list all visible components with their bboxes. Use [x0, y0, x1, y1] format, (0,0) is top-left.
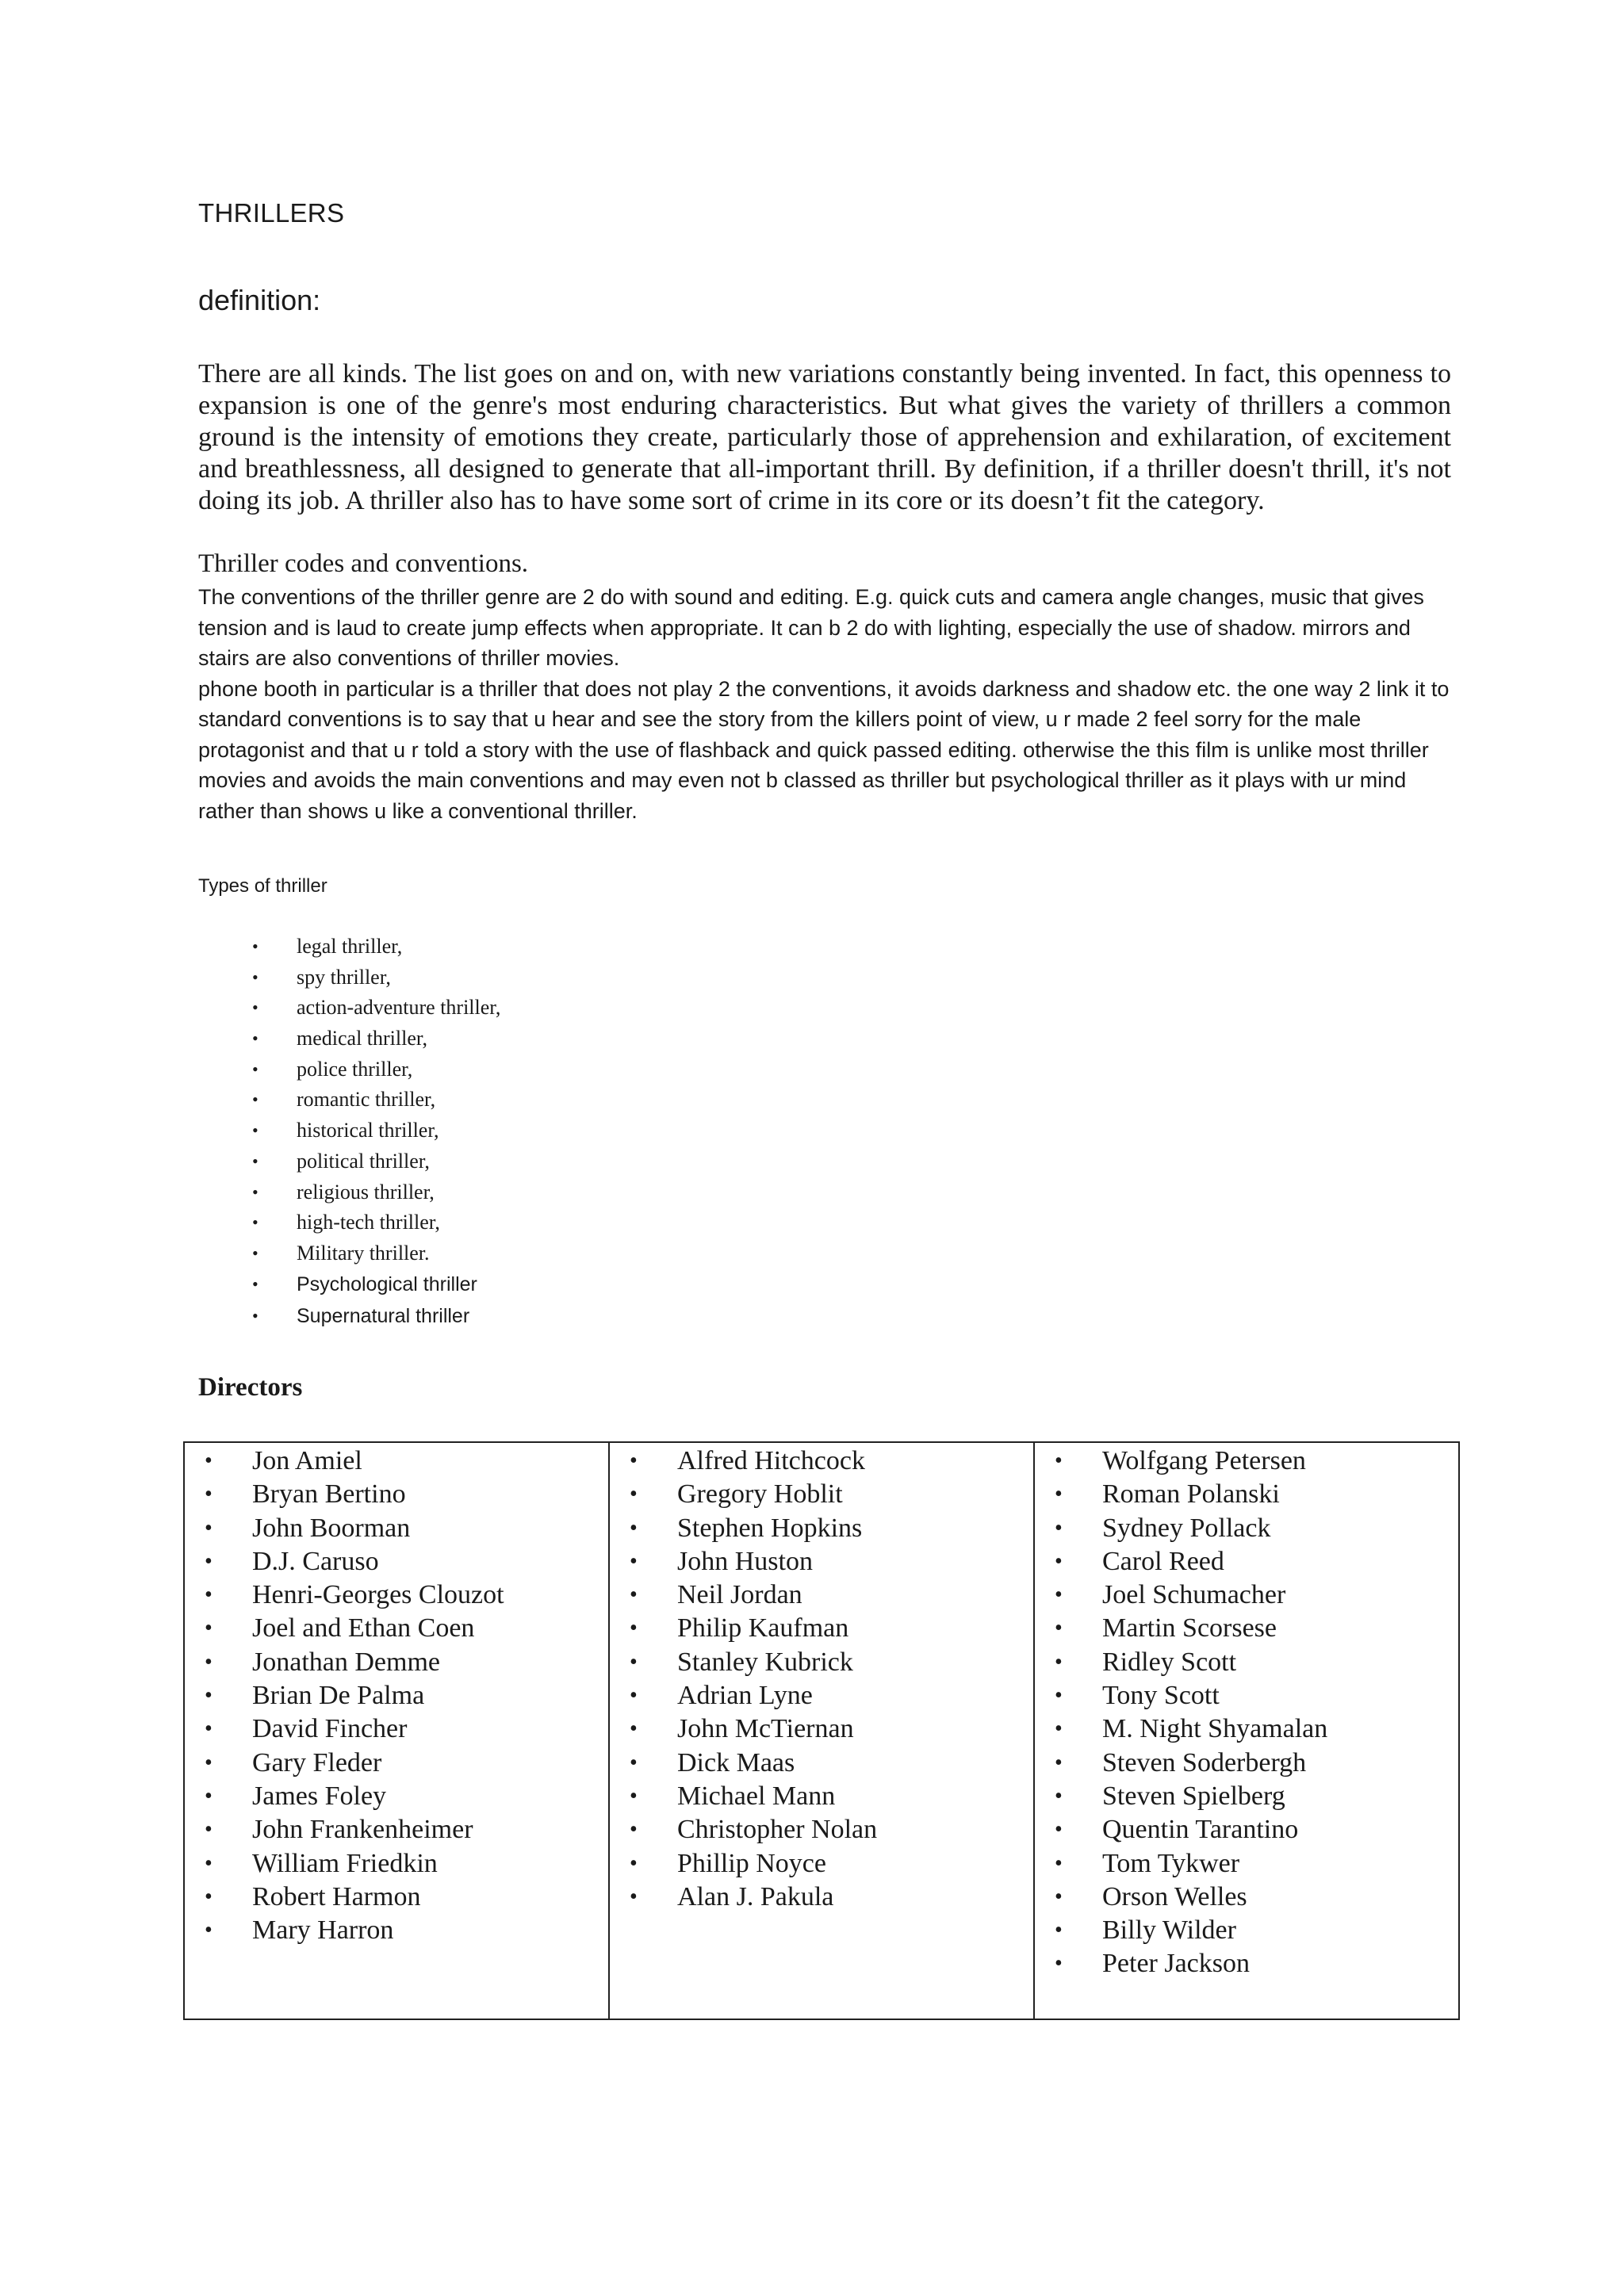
thriller-type-label: legal thriller, — [297, 935, 403, 958]
director-name: John McTiernan — [677, 1714, 854, 1744]
director-name: Christopher Nolan — [677, 1815, 878, 1845]
director-name: John Boorman — [252, 1513, 411, 1543]
director-name: Jon Amiel — [252, 1446, 362, 1475]
directors-list — [185, 1443, 608, 1947]
director-name: M. Night Shyamalan — [1102, 1714, 1328, 1744]
director-item — [610, 1545, 1033, 1578]
director-item — [1035, 1881, 1458, 1914]
director-item — [1035, 1847, 1458, 1881]
director-name: Steven Spielberg — [1102, 1781, 1285, 1811]
thriller-type-item — [198, 1207, 500, 1238]
bullet-icon: • — [630, 1750, 638, 1775]
director-name: John Huston — [677, 1546, 813, 1576]
director-item — [610, 1612, 1033, 1645]
director-item — [185, 1712, 608, 1746]
directors-table — [183, 1441, 1460, 2020]
bullet-icon: • — [1055, 1716, 1063, 1742]
bullet-icon: • — [205, 1649, 213, 1674]
codes-conventions-body — [198, 582, 1451, 826]
thriller-type-label: high-tech thriller, — [297, 1211, 440, 1234]
bullet-icon: • — [630, 1817, 638, 1843]
director-item — [1035, 1947, 1458, 1980]
director-name: Joel and Ethan Coen — [252, 1613, 475, 1644]
thriller-type-item — [198, 1269, 500, 1300]
thriller-type-label: Psychological thriller — [297, 1272, 477, 1295]
bullet-icon: • — [1055, 1817, 1063, 1843]
director-item — [610, 1646, 1033, 1679]
director-name: Gary Fleder — [252, 1747, 382, 1777]
definition-paragraph: There are all kinds. The list goes on and on, with new variations constantly being invented. In fact, this openness to expansion is one of the genre's most enduring characteristics. But what gives the variety of thrillers a common ground is the intensity of emotions they create, particularly those of apprehension and exhilaration, of excitement and breathlessness, all designed to generate that all-important thrill. By definition, if a thriller doesn't thrill, it's not doing its job. A thriller also has to have some sort of crime in its core or its doesn’t fit the category. — [198, 359, 1451, 515]
director-item — [1035, 1512, 1458, 1545]
bullet-icon: • — [630, 1448, 638, 1473]
bullet-icon: • — [252, 997, 259, 1018]
director-item — [610, 1512, 1033, 1545]
thriller-types-list — [198, 932, 500, 1332]
director-name: Steven Soderbergh — [1102, 1747, 1307, 1777]
director-name: Jonathan Demme — [252, 1647, 440, 1677]
director-item — [610, 1478, 1033, 1511]
director-item — [610, 1679, 1033, 1712]
director-item — [185, 1847, 608, 1881]
definition-heading: definition: — [198, 284, 321, 316]
director-name: Mary Harron — [252, 1915, 394, 1946]
types-of-thriller-heading: Types of thriller — [198, 875, 327, 897]
director-name: Phillip Noyce — [677, 1848, 826, 1878]
bullet-icon: • — [205, 1616, 213, 1641]
bullet-icon: • — [252, 1181, 259, 1202]
director-item — [610, 1578, 1033, 1612]
thriller-type-label: action-adventure thriller, — [297, 996, 501, 1020]
director-name: Joel Schumacher — [1102, 1580, 1286, 1610]
bullet-icon: • — [630, 1482, 638, 1507]
bullet-icon: • — [252, 1089, 259, 1110]
director-item — [1035, 1747, 1458, 1780]
director-name: Carol Reed — [1102, 1546, 1224, 1576]
bullet-icon: • — [1055, 1515, 1063, 1540]
thriller-type-label: political thriller, — [297, 1149, 430, 1173]
director-name: Ridley Scott — [1102, 1647, 1237, 1677]
bullet-icon: • — [630, 1616, 638, 1641]
thriller-type-item — [198, 1024, 500, 1054]
bullet-icon: • — [1055, 1448, 1063, 1473]
director-item — [1035, 1578, 1458, 1612]
director-name: Dick Maas — [677, 1747, 795, 1777]
director-name: James Foley — [252, 1781, 387, 1811]
director-name: D.J. Caruso — [252, 1546, 379, 1576]
bullet-icon: • — [205, 1683, 213, 1709]
thriller-type-item — [198, 1115, 500, 1146]
director-item — [610, 1813, 1033, 1846]
director-name: Bryan Bertino — [252, 1479, 406, 1510]
directors-heading: Directors — [198, 1373, 303, 1402]
bullet-icon: • — [205, 1482, 213, 1507]
bullet-icon: • — [630, 1649, 638, 1674]
director-name: Alan J. Pakula — [677, 1881, 834, 1911]
bullet-icon: • — [1055, 1616, 1063, 1641]
director-item — [1035, 1813, 1458, 1846]
director-item — [185, 1578, 608, 1612]
director-name: Martin Scorsese — [1102, 1613, 1277, 1644]
bullet-icon: • — [630, 1515, 638, 1540]
director-item — [1035, 1445, 1458, 1478]
director-name: Peter Jackson — [1102, 1949, 1251, 1979]
bullet-icon: • — [630, 1582, 638, 1608]
bullet-icon: • — [630, 1850, 638, 1876]
directors-list — [610, 1443, 1033, 1914]
bullet-icon: • — [252, 1212, 259, 1233]
bullet-icon: • — [252, 966, 259, 987]
director-item — [185, 1813, 608, 1846]
director-item — [610, 1847, 1033, 1881]
thriller-type-item — [198, 1177, 500, 1208]
director-name: Orson Welles — [1102, 1881, 1247, 1911]
director-item — [185, 1478, 608, 1511]
bullet-icon: • — [205, 1918, 213, 1943]
thriller-type-label: Supernatural thriller — [297, 1305, 470, 1328]
director-item — [185, 1747, 608, 1780]
directors-column — [1034, 1442, 1459, 2019]
thriller-type-label: police thriller, — [297, 1057, 413, 1081]
directors-list — [1035, 1443, 1458, 1981]
bullet-icon: • — [630, 1783, 638, 1808]
bullet-icon: • — [252, 1120, 259, 1141]
thriller-type-item — [198, 993, 500, 1024]
director-name: Quentin Tarantino — [1102, 1815, 1299, 1845]
directors-column — [609, 1442, 1034, 2019]
director-item — [185, 1914, 608, 1947]
bullet-icon: • — [252, 1273, 259, 1294]
bullet-icon: • — [1055, 1918, 1063, 1943]
director-name: Sydney Pollack — [1102, 1513, 1271, 1543]
bullet-icon: • — [1055, 1683, 1063, 1709]
bullet-icon: • — [205, 1783, 213, 1808]
thriller-type-item — [198, 1146, 500, 1177]
director-item — [610, 1780, 1033, 1813]
bullet-icon: • — [252, 1306, 259, 1326]
codes-paragraph: phone booth in particular is a thriller that does not play 2 the conventions, it avoids darkness and shadow etc. the one way 2 link it to standard conventions is to say that u hear and see the story from the killers point of view, u r made 2 feel sorry for the male protagonist and that u r told a story with the use of flashback and quick passed editing. otherwise the this film is unlike most thriller movies and avoids the main conventions and may even not b classed as thriller but psychological thriller as it plays with ur mind rather than shows u like a conventional thriller. — [198, 676, 1450, 823]
bullet-icon: • — [205, 1448, 213, 1473]
director-name: Henri-Georges Clouzot — [252, 1580, 504, 1610]
bullet-icon: • — [630, 1548, 638, 1574]
thriller-type-label: medical thriller, — [297, 1027, 428, 1050]
director-name: Brian De Palma — [252, 1681, 425, 1711]
bullet-icon: • — [1055, 1750, 1063, 1775]
directors-table-row — [184, 1442, 1459, 2019]
director-item — [185, 1545, 608, 1578]
director-item — [1035, 1545, 1458, 1578]
director-item — [1035, 1478, 1458, 1511]
director-item — [610, 1712, 1033, 1746]
director-item — [185, 1881, 608, 1914]
director-name: John Frankenheimer — [252, 1815, 473, 1845]
thriller-type-item — [198, 1085, 500, 1115]
bullet-icon: • — [1055, 1884, 1063, 1909]
bullet-icon: • — [630, 1716, 638, 1742]
bullet-icon: • — [205, 1548, 213, 1574]
bullet-icon: • — [205, 1850, 213, 1876]
director-name: Stanley Kubrick — [677, 1647, 853, 1677]
codes-conventions-heading: Thriller codes and conventions. — [198, 549, 529, 578]
bullet-icon: • — [252, 1150, 259, 1171]
director-name: Robert Harmon — [252, 1881, 421, 1911]
bullet-icon: • — [252, 1058, 259, 1079]
bullet-icon: • — [205, 1817, 213, 1843]
director-item — [185, 1679, 608, 1712]
director-item — [1035, 1679, 1458, 1712]
bullet-icon: • — [205, 1750, 213, 1775]
director-item — [1035, 1646, 1458, 1679]
director-name: Tony Scott — [1102, 1681, 1220, 1711]
director-name: Roman Polanski — [1102, 1479, 1280, 1510]
director-name: Gregory Hoblit — [677, 1479, 843, 1510]
bullet-icon: • — [205, 1515, 213, 1540]
director-name: Stephen Hopkins — [677, 1513, 863, 1543]
director-item — [1035, 1914, 1458, 1947]
director-item — [1035, 1612, 1458, 1645]
bullet-icon: • — [1055, 1548, 1063, 1574]
bullet-icon: • — [205, 1582, 213, 1608]
thriller-type-label: romantic thriller, — [297, 1088, 436, 1112]
bullet-icon: • — [1055, 1582, 1063, 1608]
bullet-icon: • — [1055, 1783, 1063, 1808]
director-name: William Friedkin — [252, 1848, 438, 1878]
thriller-type-item — [198, 962, 500, 993]
bullet-icon: • — [1055, 1482, 1063, 1507]
bullet-icon: • — [205, 1716, 213, 1742]
thriller-type-label: religious thriller, — [297, 1180, 435, 1203]
director-item — [610, 1445, 1033, 1478]
director-item — [185, 1612, 608, 1645]
bullet-icon: • — [1055, 1951, 1063, 1976]
director-name: Alfred Hitchcock — [677, 1446, 865, 1475]
director-name: Tom Tykwer — [1102, 1848, 1240, 1878]
director-name: David Fincher — [252, 1714, 408, 1744]
thriller-type-label: historical thriller, — [297, 1119, 439, 1142]
bullet-icon: • — [252, 936, 259, 956]
document-title: THRILLERS — [198, 198, 345, 228]
directors-column — [184, 1442, 609, 2019]
director-item — [610, 1747, 1033, 1780]
bullet-icon: • — [630, 1683, 638, 1709]
thriller-type-label: spy thriller, — [297, 965, 391, 989]
director-name: Neil Jordan — [677, 1580, 802, 1610]
bullet-icon: • — [252, 1242, 259, 1263]
director-item — [1035, 1712, 1458, 1746]
bullet-icon: • — [1055, 1850, 1063, 1876]
director-item — [185, 1780, 608, 1813]
codes-paragraph: The conventions of the thriller genre are 2 do with sound and editing. E.g. quick cuts and camera angle changes, music that gives tension and is laud to create jump effects when appropriate. It can b 2 do with lighting, especially the use of shadow. mirrors and stairs are also conventions of thriller movies. — [198, 585, 1424, 670]
director-name: Michael Mann — [677, 1781, 836, 1811]
bullet-icon: • — [252, 1028, 259, 1049]
bullet-icon: • — [1055, 1649, 1063, 1674]
thriller-type-item — [198, 1301, 500, 1332]
director-name: Philip Kaufman — [677, 1613, 849, 1644]
thriller-type-item — [198, 1238, 500, 1269]
thriller-type-label: Military thriller. — [297, 1241, 430, 1265]
thriller-type-item — [198, 932, 500, 962]
bullet-icon: • — [630, 1884, 638, 1909]
director-item — [185, 1512, 608, 1545]
director-item — [185, 1646, 608, 1679]
director-item — [610, 1881, 1033, 1914]
director-name: Billy Wilder — [1102, 1915, 1236, 1946]
director-item — [1035, 1780, 1458, 1813]
thriller-type-item — [198, 1054, 500, 1085]
director-name: Wolfgang Petersen — [1102, 1446, 1306, 1475]
director-name: Adrian Lyne — [677, 1681, 813, 1711]
director-item — [185, 1445, 608, 1478]
bullet-icon: • — [205, 1884, 213, 1909]
